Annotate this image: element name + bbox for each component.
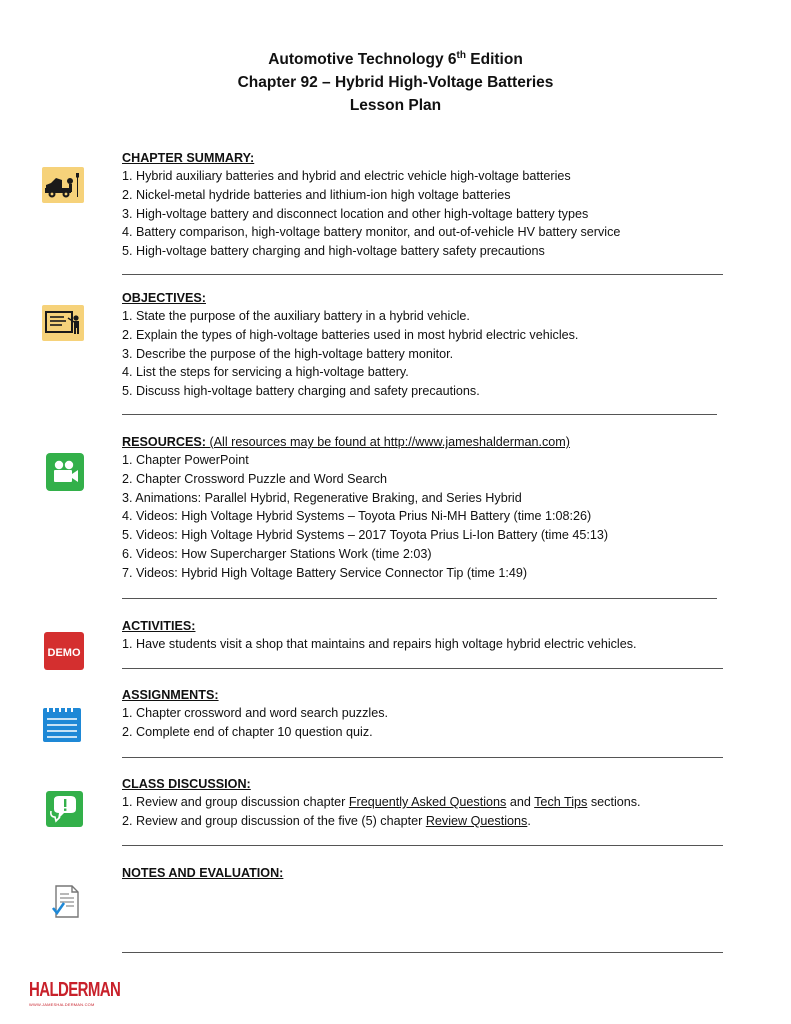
logo-name: HALDERMAN (29, 978, 121, 1002)
document-title (0, 48, 791, 117)
list-item: 2. Review and group discussion of the five (5) chapter Review Questions. (122, 813, 531, 828)
list-item: 5. Discuss high-voltage battery charging and safety precautions. (122, 384, 480, 399)
class-discussion-section (122, 775, 722, 831)
list-item: 4. List the steps for servicing a high-voltage battery. (122, 365, 409, 380)
car-repair-icon (42, 167, 84, 203)
resources-note: (All resources may be found at http://www.jameshalderman.com) (205, 435, 570, 449)
resources-section (122, 433, 722, 583)
list-item: 1. Chapter crossword and word search puzzles. (122, 706, 388, 720)
class-discussion-heading: CLASS DISCUSSION: (122, 777, 251, 791)
section-divider (122, 845, 723, 846)
list-item: 7. Videos: Hybrid High Voltage Battery Service Connector Tip (time 1:49) (122, 565, 528, 580)
activities-section (122, 617, 722, 654)
section-divider (122, 668, 723, 669)
list-item: 1. State the purpose of the auxiliary battery in a hybrid vehicle. (122, 309, 470, 323)
activities-heading: ACTIVITIES: (122, 619, 196, 633)
checklist-document-icon (50, 884, 82, 920)
list-item: 5. Videos: High Voltage Hybrid Systems – 2017 Toyota Prius Li-Ion Battery (time 45:13) (122, 528, 609, 543)
list-item: 5. High-voltage battery charging and high-voltage battery safety precautions (122, 244, 545, 259)
presentation-board-icon (42, 305, 84, 341)
section-divider (122, 598, 717, 599)
section-divider (122, 414, 717, 415)
list-item: 4. Videos: High Voltage Hybrid Systems – Toyota Prius Ni-MH Battery (time 1:08:26) (122, 509, 592, 524)
chapter-summary-section (122, 149, 722, 261)
chapter-summary-list (122, 167, 722, 261)
list-item: 3. Describe the purpose of the high-voltage battery monitor. (122, 346, 454, 361)
speech-bubble-icon (46, 791, 83, 827)
tech-tips-link[interactable]: Tech Tips (534, 795, 588, 809)
title-line-2: Chapter 92 – Hybrid High-Voltage Batteries (237, 74, 554, 91)
logo-url: WWW.JAMESHALDERMAN.COM (29, 1002, 95, 1007)
section-divider (122, 757, 723, 758)
activities-list (122, 635, 722, 654)
title-line-3: Lesson Plan (349, 97, 442, 114)
list-item: 6. Videos: How Supercharger Stations Work (time 2:03) (122, 546, 432, 561)
assignments-list (122, 704, 722, 742)
title-line-1: Automotive Technology 6th Edition (268, 49, 523, 68)
list-item: 1. Chapter PowerPoint (122, 453, 249, 467)
class-discussion-list (122, 793, 722, 831)
notes-section (122, 864, 722, 882)
list-item: 4. Battery comparison, high-voltage battery monitor, and out-of-vehicle HV battery service (122, 225, 621, 240)
video-camera-icon (46, 453, 84, 491)
faq-link[interactable]: Frequently Asked Questions (348, 795, 507, 809)
list-item: 1. Review and group discussion chapter Frequently Asked Questions and Tech Tips sections. (122, 795, 641, 809)
objectives-section (122, 289, 722, 401)
list-item: 2. Complete end of chapter 10 question quiz. (122, 724, 373, 739)
assignments-heading: ASSIGNMENTS: (122, 688, 219, 702)
list-item: 2. Explain the types of high-voltage batteries used in most hybrid electric vehicles. (122, 327, 579, 342)
demo-badge-icon (44, 632, 84, 670)
objectives-list (122, 307, 722, 401)
section-divider (122, 274, 723, 275)
resources-list (122, 451, 722, 583)
list-item: 1. Hybrid auxiliary batteries and hybrid and electric vehicle high-voltage batteries (122, 169, 571, 183)
list-item: 1. Have students visit a shop that maintains and repairs high voltage hybrid electric vehicles. (122, 637, 637, 651)
halderman-logo (29, 978, 121, 1007)
review-questions-link[interactable]: Review Questions (425, 813, 528, 828)
list-item: 3. High-voltage battery and disconnect location and other high-voltage battery types (122, 206, 589, 221)
objectives-heading: OBJECTIVES: (122, 291, 206, 305)
resources-heading: RESOURCES: (122, 435, 206, 449)
list-item: 2. Nickel-metal hydride batteries and lithium-ion high voltage batteries (122, 187, 511, 202)
chapter-summary-heading: CHAPTER SUMMARY: (122, 151, 255, 165)
list-item: 2. Chapter Crossword Puzzle and Word Search (122, 471, 388, 486)
list-item: 3. Animations: Parallel Hybrid, Regenerative Braking, and Series Hybrid (122, 490, 522, 505)
section-divider (122, 952, 723, 953)
demo-label: DEMO (47, 647, 81, 659)
notepad-icon (43, 704, 81, 742)
notes-heading: NOTES AND EVALUATION: (122, 866, 284, 880)
assignments-section (122, 686, 722, 742)
